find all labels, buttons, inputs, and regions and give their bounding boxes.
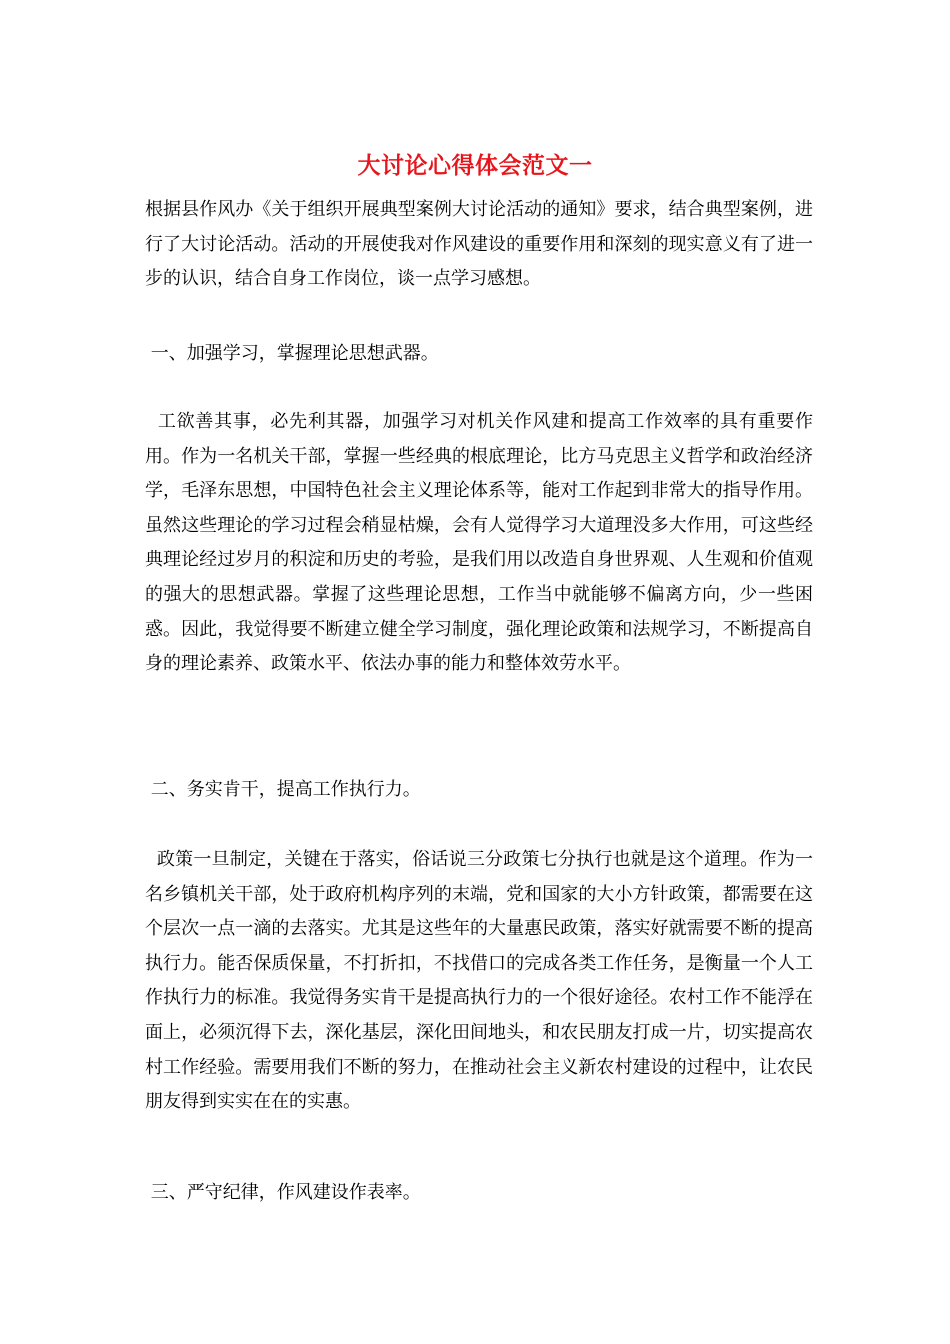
section-2-heading: 二、务实肯干，提高工作执行力。 (145, 779, 421, 800)
section-1-heading: 一、加强学习，掌握理论思想武器。 (145, 343, 439, 364)
section-1-paragraph: 工欲善其事，必先利其器，加强学习对机关作风建和提高工作效率的具有重要作用。作为一名机关干部，掌握一些经典的根底理论，比方马克思主义哲学和政治经济学，毛泽东思想，中国特色社会主义理论体系等，能对工作起到非常大的指导作用。虽然这些理论的学习过程会稍显枯燥，会有人觉得学习大道理没多大作用，可这些经典理论经过岁月的积淀和历史的考验，是我们用以改造自身世界观、人生观和价值观的强大的思想武器。掌握了这些理论思想，工作当中就能够不偏离方向，少一些困惑。因此，我觉得要不断建立健全学习制度，强化理论政策和法规学习，不断提高自身的理论素养、政策水平、依法办事的能力和整体效劳水平。 (145, 411, 813, 675)
section-2-paragraph: 政策一旦制定，关键在于落实，俗话说三分政策七分执行也就是这个道理。作为一名乡镇机关干部，处于政府机构序列的末端，党和国家的大小方针政策，都需要在这个层次一点一滴的去落实。尤其是这些年的大量惠民政策，落实好就需要不断的提高执行力。能否保质保量，不打折扣，不找借口的完成各类工作任务，是衡量一个人工作执行力的标准。我觉得务实肯干是提高执行力的一个很好途径。农村工作不能浮在面上，必须沉得下去，深化基层，深化田间地头，和农民朋友打成一片，切实提高农村工作经验。需要用我们不断的努力，在推动社会主义新农村建设的过程中，让农民朋友得到实实在在的实惠。 (145, 849, 813, 1113)
document-title: 大讨论心得体会范文一 (357, 152, 593, 179)
intro-paragraph: 根据县作风办《关于组织开展典型案例大讨论活动的通知》要求，结合典型案例，进行了大讨论活动。活动的开展使我对作风建设的重要作用和深刻的现实意义有了进一步的认识，结合自身工作岗位，谈一点学习感想。 (145, 199, 813, 290)
section-3-heading: 三、严守纪律，作风建设作表率。 (145, 1182, 421, 1203)
